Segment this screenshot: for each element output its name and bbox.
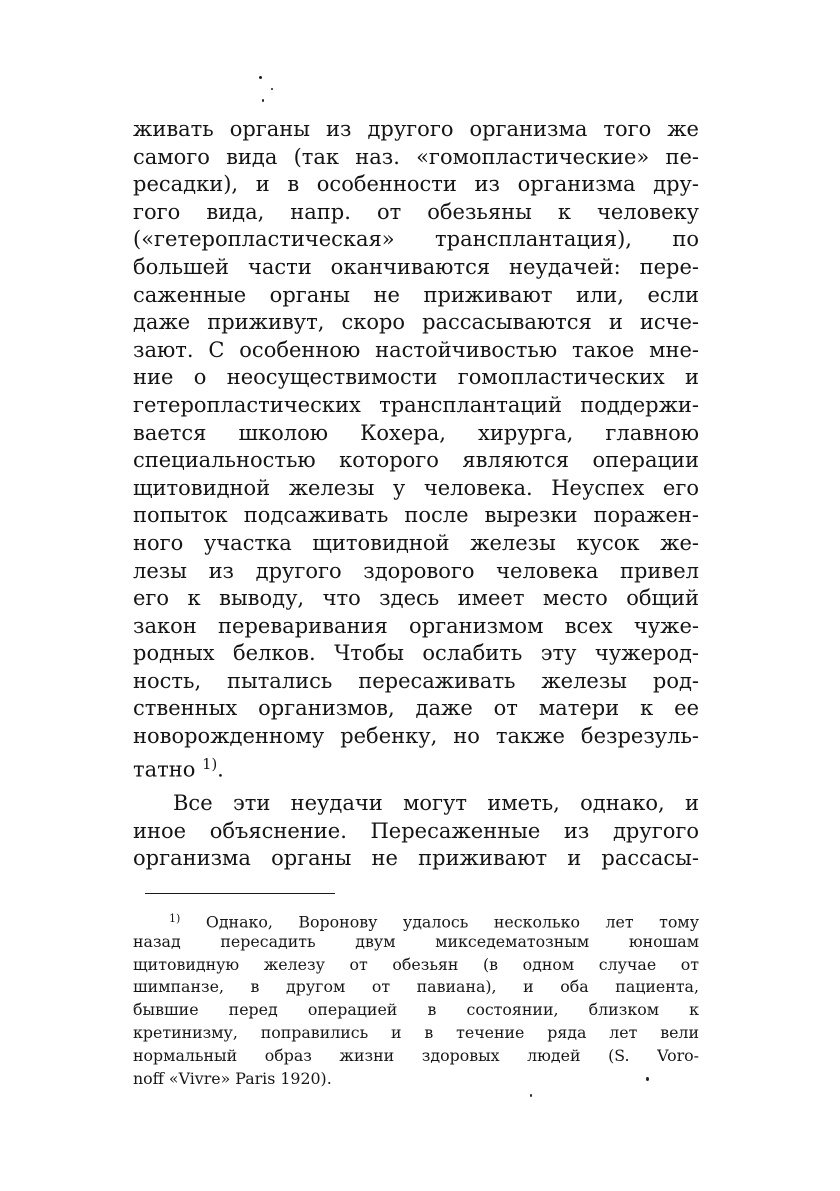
text-line: татно	[133, 757, 196, 781]
text-line: живать органы из другого организма того же	[133, 117, 699, 141]
text-line: иное объяснение. Пересаженные из другого	[133, 818, 699, 843]
footnote-marker: 1)	[202, 755, 218, 773]
footnote-line: Однако, Воронову удалось несколько лет тому	[205, 912, 699, 932]
text-line: ность, пытались пересаживать железы род-	[133, 668, 699, 693]
text-line: организма органы не приживают и рассасы-	[133, 846, 699, 871]
text-line: специальностью которого являются операции	[133, 448, 699, 473]
text-line: новорожденному ребенку, но также безрезуль-	[133, 724, 699, 749]
text-line: ресадки), и в особенности из организма дру-	[133, 172, 699, 197]
footnote-line: щитовидную железу от обезьян (в одном случае от	[133, 954, 699, 974]
text-line: ние о неосуществимости гомопластических и	[133, 365, 699, 390]
footnote-line: нормальный образ жизни здоровых людей (S. Voro-	[133, 1045, 699, 1065]
footnote-first-line	[133, 908, 699, 931]
ink-speck-bottom	[530, 1094, 532, 1097]
paragraph-last-line: татно $^{1)}$.	[133, 755, 224, 781]
text-line: гого вида, напр. от обезьяны к человеку	[133, 199, 699, 224]
text-line: родных белков. Чтобы ослабить эту чужерод-	[133, 641, 699, 666]
footnote-line: шимпанзе, в другом от павиана), и оба пациента,	[133, 977, 699, 997]
footnote-line: бывшие перед операцией в состоянии, близком к	[133, 1000, 699, 1020]
text-line: Все эти неудачи могут иметь, однако, и	[173, 791, 699, 816]
text-line: ственных организмов, даже от матери к ее	[133, 696, 699, 721]
text-line: щитовидной железы у человека. Неуспех его	[133, 475, 699, 500]
text-line: ного участка щитовидной железы кусок же-	[133, 530, 699, 555]
text-line: его к выводу, что здесь имеет место общий	[133, 586, 699, 611]
footnote-line: noff «Vivre» Paris 1920).	[133, 1068, 332, 1088]
text-line: («гетеропластическая» трансплантация), по	[133, 227, 699, 252]
footnote-number: 1)	[169, 912, 181, 925]
text-line: попыток подсаживать после вырезки поражен-	[133, 503, 699, 528]
footnote	[133, 908, 699, 1090]
footnote-line: кретинизму, поправились и в течение ряда лет вели	[133, 1022, 699, 1042]
text-line: даже приживут, скоро рассасываются и исче-	[133, 310, 699, 335]
ink-speck-top	[259, 76, 262, 79]
text-line: саженные органы не приживают или, если	[133, 282, 699, 307]
text-line: большей части оканчиваются неудачей: пере-	[133, 254, 699, 279]
text-line: закон переваривания организмом всех чуже-	[133, 613, 699, 638]
footnote-divider	[145, 893, 335, 894]
text-line: гетеропластических трансплантаций поддержи-	[133, 392, 699, 417]
text-line: самого вида (так наз. «гомопластические» пе-	[133, 144, 699, 169]
text-line: вается школою Кохера, хирурга, главною	[133, 420, 699, 445]
footnote-line: назад пересадить двум микседематозным юношам	[133, 931, 699, 951]
text-line: лезы из другого здорового человека привел	[133, 558, 699, 583]
ink-speck-top-3	[262, 99, 264, 102]
text-line: зают. С особенною настойчивостью такое мне-	[133, 337, 699, 362]
ink-speck-top-2	[271, 88, 273, 90]
main-text	[133, 116, 699, 873]
